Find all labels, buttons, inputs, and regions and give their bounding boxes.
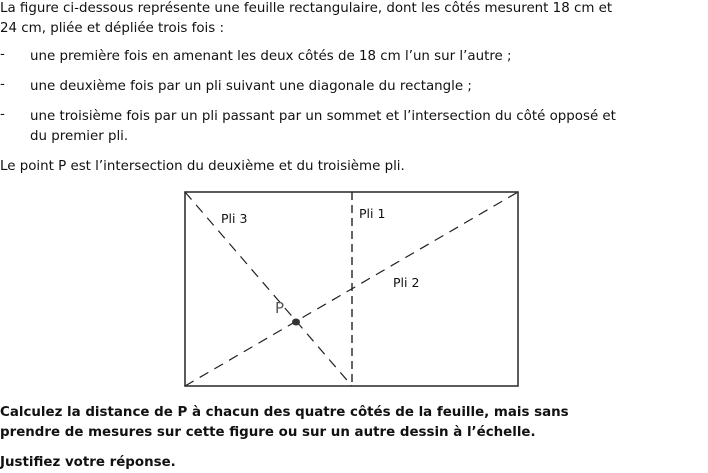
question-line-1: Calculez la distance de P à chacun des quatre côtés de la feuille, mais sans [0,405,569,420]
label-pli-2: Pli 2 [393,275,420,290]
label-pli-1: Pli 1 [359,206,386,221]
label-point-p: P [275,299,285,317]
question-justify: Justifiez votre réponse. [0,455,176,470]
intro-line-1: La figure ci-dessous représente une feuille rectangulaire, dont les côtés mesurent 18 cm et [0,1,613,16]
label-pli-3: Pli 3 [221,211,248,226]
question-line-2: prendre de mesures sur cette figure ou sur un autre dessin à l’échelle. [0,425,536,440]
point-p-definition: Le point P est l’intersection du deuxième et du troisième pli. [0,159,405,174]
bullet-marker: - [0,47,5,62]
intro-line-2: 24 cm, pliée et dépliée trois fois : [0,21,225,36]
bullet-marker: - [0,77,5,92]
point-p-marker [292,319,300,326]
bullet-marker: - [0,107,5,122]
bullet-third-fold-line-2: du premier pli. [30,129,129,144]
bullet-second-fold: une deuxième fois par un pli suivant une diagonale du rectangle ; [30,79,472,94]
bullet-first-fold: une première fois en amenant les deux côtés de 18 cm l’un sur l’autre ; [30,49,512,64]
bullet-third-fold-line-1: une troisième fois par un pli passant par un sommet et l’intersection du côté opposé et [30,109,616,124]
fold-line-3 [185,192,352,386]
